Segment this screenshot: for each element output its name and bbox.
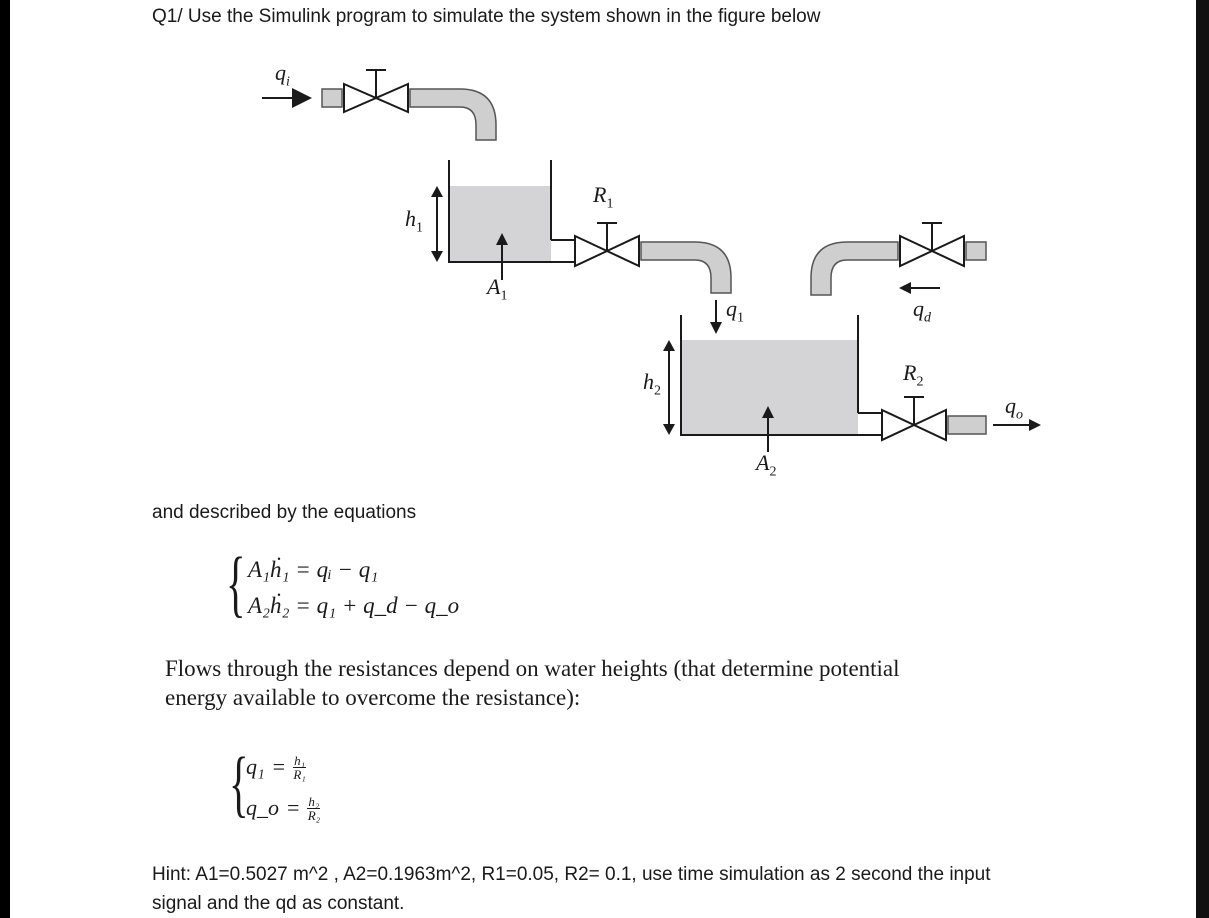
- label-h2: $h_2$: [643, 369, 661, 399]
- r1-valve: [575, 223, 639, 266]
- flow-equation-1: q₁ = $\frac{\text{h₁}}{\text{R₁}}$: [246, 752, 306, 782]
- label-q1: $q_1$: [726, 296, 744, 326]
- r1-pipe-elbow: [641, 242, 731, 293]
- equation-2: A₂ḣ₂ = q₁ + q_d − q_o: [248, 593, 460, 618]
- tank1-water: [449, 186, 551, 261]
- outlet-pipe-stub: [948, 416, 986, 434]
- described-text: and described by the equations: [152, 502, 417, 523]
- equation-brace-1: {: [226, 543, 246, 625]
- equation-1: A₁ḣ₁ = qᵢ − q₁: [248, 557, 379, 582]
- question-text: Q1/ Use the Simulink program to simulate the system shown in the figure below: [152, 6, 821, 27]
- flow-equation-2: q_o = $\frac{\text{h₂}}{\text{R₂}}$: [246, 793, 321, 823]
- label-qo: $q_o$: [1005, 393, 1023, 423]
- label-r2: $R_2$: [903, 360, 924, 390]
- hint-line2: signal and the qd as constant.: [152, 893, 405, 914]
- label-qd: $q_d$: [913, 296, 931, 326]
- label-a1: $A_1$: [487, 274, 508, 304]
- inlet-valve: [344, 70, 408, 112]
- flows-text-line1: Flows through the resistances depend on water heights (that determine potential: [165, 656, 900, 681]
- inlet-pipe-elbow: [410, 89, 496, 140]
- label-qi: $q_i$: [275, 60, 290, 90]
- label-h1: $h_1$: [405, 206, 423, 236]
- inlet-pipe-stub: [322, 89, 342, 107]
- r2-valve: [882, 397, 946, 440]
- qd-pipe-stub: [966, 242, 986, 260]
- label-r1: $R_1$: [593, 182, 614, 212]
- label-a2: $A_2$: [756, 450, 777, 480]
- qd-valve: [900, 223, 964, 266]
- equation-brace-2: {: [229, 743, 249, 825]
- hint-line1: Hint: A1=0.5027 m^2 , A2=0.1963m^2, R1=0.05, R2= 0.1, use time simulation as 2 second the input: [152, 864, 991, 885]
- tank2-water: [681, 340, 858, 434]
- flows-text-line2: energy available to overcome the resistance):: [165, 685, 581, 710]
- qd-pipe-elbow: [811, 242, 898, 295]
